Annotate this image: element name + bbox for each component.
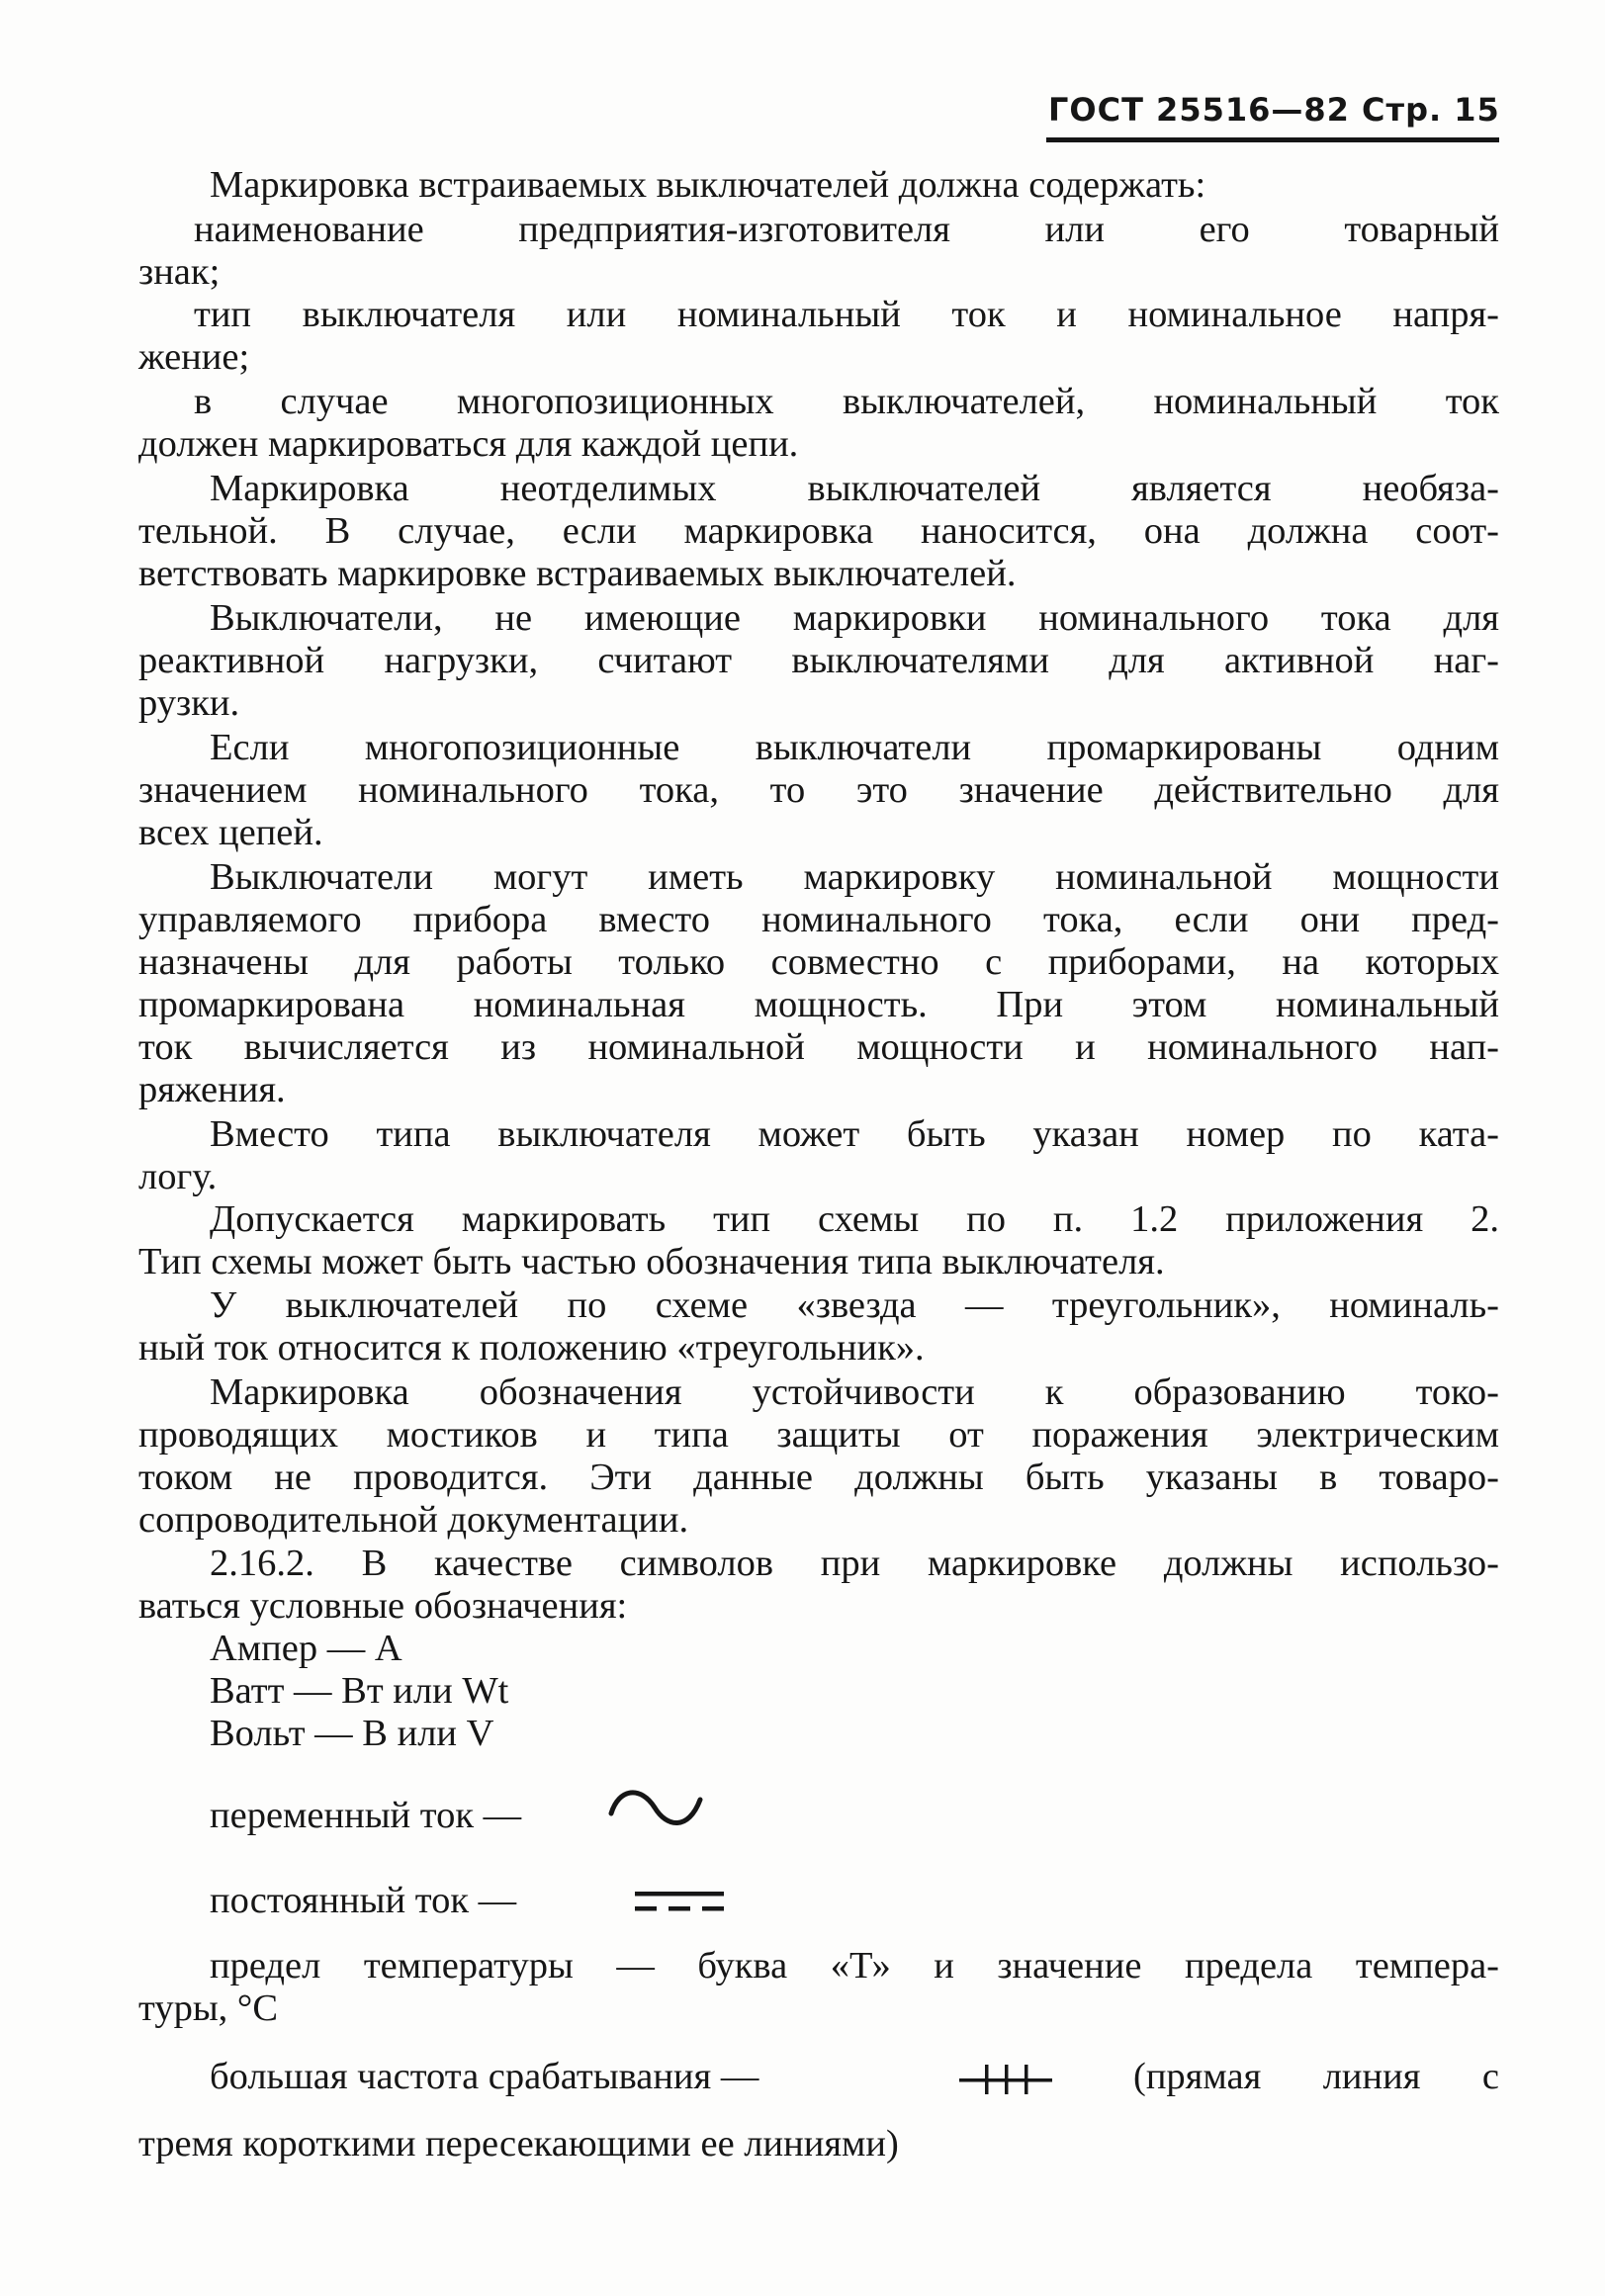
text-line: должен маркироваться для каждой цепи.: [138, 423, 799, 465]
text-line: сопроводительной документации.: [138, 1499, 689, 1541]
text-line: Вместо типа выключателя может быть указан номер по ката-: [210, 1113, 1499, 1155]
text-line: в случае многопозиционных выключателей, номинальный ток: [194, 381, 1499, 422]
alternating-current-icon: [605, 1778, 706, 1839]
text-line: жение;: [138, 336, 250, 378]
text-line: ваться условные обозначения:: [138, 1585, 628, 1627]
text-line: наименование предприятия-изготовителя или его товарный: [194, 209, 1499, 250]
page-header: ГОСТ 25516—82 Стр. 15: [1048, 91, 1500, 129]
text-line: промаркирована номинальная мощность. При этом номинальный: [138, 984, 1499, 1025]
text-line: Допускается маркировать тип схемы по п. 1.2 приложения 2.: [210, 1198, 1499, 1240]
high-frequency-icon: [957, 2059, 1056, 2098]
text-line: проводящих мостиков и типа защиты от поражения электрическим: [138, 1414, 1499, 1456]
text-line: ток вычисляется из номинальной мощности и номинального нап-: [138, 1026, 1499, 1068]
text-line: Маркировка встраиваемых выключателей должна содержать:: [210, 164, 1206, 206]
text-line: ряжения.: [138, 1069, 286, 1110]
text-line: назначены для работы только совместно с приборами, на которых: [138, 941, 1499, 983]
text-line: током не проводится. Эти данные должны быть указаны в товаро-: [138, 1457, 1499, 1498]
text-line: знак;: [138, 251, 221, 293]
text-line: ный ток относится к положению «треугольник».: [138, 1327, 925, 1369]
text-line: тип выключателя или номинальный ток и номинальное напря-: [194, 294, 1499, 335]
text-line: 2.16.2. В качестве символов при маркировке должны использо-: [210, 1543, 1499, 1584]
text-line: Тип схемы может быть частью обозначения типа выключателя.: [138, 1241, 1165, 1282]
text-line: предел температуры — буква «Т» и значение предела темпера-: [210, 1945, 1499, 1987]
text-line: рузки.: [138, 682, 240, 724]
symbol-dc-label: постоянный ток —: [210, 1880, 517, 1921]
text-line: реактивной нагрузки, считают выключателями для активной наг-: [138, 640, 1499, 681]
text-line: логу.: [138, 1156, 218, 1197]
symbol-ac-label: переменный ток —: [210, 1795, 522, 1836]
text-line: Маркировка неотделимых выключателей является необяза-: [210, 468, 1499, 509]
symbol-watt: Ватт — Вт или Wt: [210, 1670, 509, 1712]
symbol-volt: Вольт — В или V: [210, 1713, 494, 1754]
header-rule: [1046, 137, 1499, 142]
text-line: тельной. В случае, если маркировка наносится, она должна соот-: [138, 510, 1499, 552]
text-line: Выключатели, не имеющие маркировки номинального тока для: [210, 597, 1499, 639]
text-line: Если многопозиционные выключатели промаркированы одним: [210, 727, 1499, 768]
text-line: значением номинального тока, то это значение действительно для: [138, 769, 1499, 811]
direct-current-icon: [633, 1883, 728, 1922]
text-line: У выключателей по схеме «звезда — треугольник», номиналь-: [210, 1284, 1499, 1326]
text-line: ветствовать маркировке встраиваемых выключателей.: [138, 553, 1017, 594]
symbol-frequency-note: (прямая линия с: [1133, 2056, 1499, 2097]
text-line: Маркировка обозначения устойчивости к образованию токо-: [210, 1371, 1499, 1413]
symbol-frequency-note-cont: тремя короткими пересекающими ее линиями): [138, 2123, 899, 2164]
symbol-frequency-label: большая частота срабатывания —: [210, 2056, 759, 2097]
text-line: Выключатели могут иметь маркировку номинальной мощности: [210, 856, 1499, 898]
text-line: туры, °С: [138, 1987, 279, 2029]
symbol-ampere: Ампер — А: [210, 1628, 402, 1669]
text-line: управляемого прибора вместо номинального тока, если они пред-: [138, 899, 1499, 940]
text-line: всех цепей.: [138, 812, 323, 853]
